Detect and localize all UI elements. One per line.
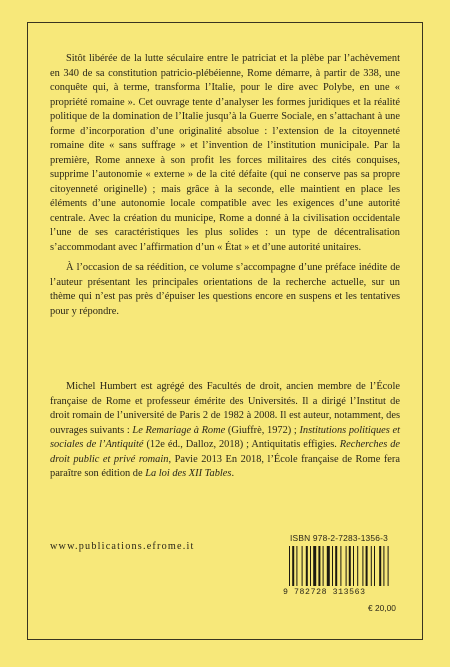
bio-text-2: (Giuffrè, 1972) ; — [225, 424, 300, 436]
bio-text-4: , Pavie 2013 En 2018, l’École française de Rome fera paraître son édition de — [50, 453, 400, 479]
blurb-paragraph-2: À l’occasion de sa réédition, ce volume s’accompagne d’une préface inédite de l’auteur présentant les principales orientations de la recherche actuelle, sur un thème qui n’est pas près d’épuiser les questions encore en suspens et les tentatives pour y répondre. — [50, 262, 400, 317]
publisher-url: www.publications.efrome.it — [50, 541, 195, 552]
bio-text-3: (12e éd., Dalloz, 2018) ; Antiquitatis effigies. — [143, 439, 340, 450]
book-title-4: La loi des XII Tables — [145, 468, 232, 479]
bio-text-1: Michel Humbert est agrégé des Facultés de droit, ancien membre de l’École française de Rome et professeur émérite des Universités. Il a dirigé l’Institut de droit romain de l’université de Paris 2 de 1982 à 2008. Il est auteur, notamment, des ouvrages suivants : — [50, 381, 400, 436]
blurb — [50, 52, 400, 319]
author-bio — [50, 380, 400, 482]
price: € 20,00 — [368, 603, 396, 613]
barcode-digits: 9 782728 313563 — [283, 588, 366, 597]
bio-text-5: . — [231, 468, 235, 479]
book-title-1: Le Remariage à Rome — [132, 424, 226, 436]
isbn: ISBN 978-2-7283-1356-3 — [290, 533, 388, 543]
barcode — [287, 546, 401, 586]
blurb-paragraph-1: Sitôt libérée de la lutte séculaire entre le patriciat et la plèbe par l’achèvement en 340 de sa constitution patricio-plébéienne, Rome démarre, à partir de 338, une conquête qui, à terme, transforma l’Italie, pour le dire avec Polybe, en une « propriété romaine ». Cet ouvrage tente d’analyser les formes juridiques et la réalité politique de la domination de l’Italie jusqu’à la Guerre Sociale, en s’attachant à une forme d’incorporation d’une originalité absolue : l’extension de la citoyenneté romaine dite « sans suffrage » et l’invention de l’institution municipale. Par la première, Rome annexe à son profit les forces militaires des cités conquises, supprime l’autonomie « externe » de la cité défaite (qui ne conserve pas sa propre citoyenneté originelle) ; mais grâce à la seconde, elle maintient en place les éléments d’une autonomie locale compatible avec les exigences d’une autorité centrale. Avec la création du municipe, Rome a donné à la civilisation occidentale l’une de ses caractéristiques les plus solides : un type de décentralisation s’accommodant avec l’affirmation d’un « État » et d’une autorité unitaires. — [50, 53, 400, 253]
book-title-2: Institutions politiques et sociales de l’Antiquité — [50, 424, 400, 450]
author-bio-paragraph — [50, 380, 400, 482]
book-title-3: Recherches de droit public et privé romain — [50, 439, 400, 465]
